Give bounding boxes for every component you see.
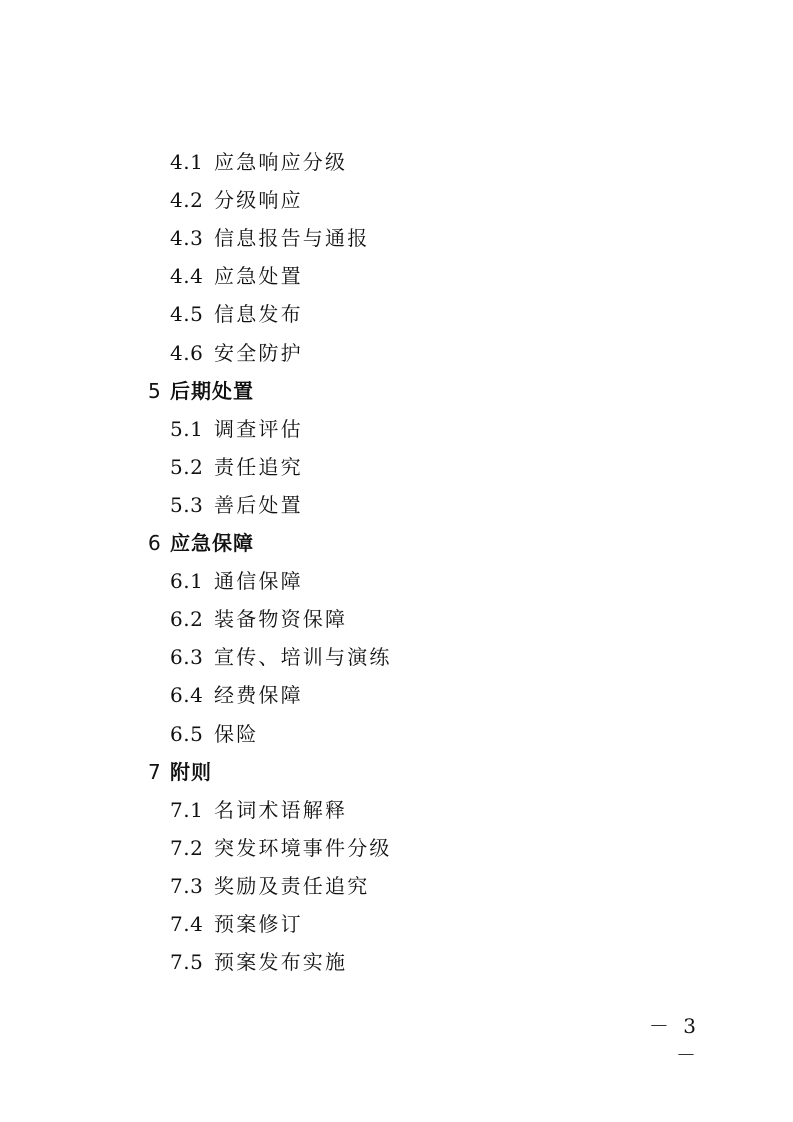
- toc-section-heading: [148, 753, 212, 791]
- toc-number: 5: [148, 378, 162, 403]
- toc-title: 信息报告与通报: [214, 226, 370, 251]
- toc-title: 后期处置: [170, 378, 254, 403]
- toc-number: 7.2: [170, 835, 204, 860]
- toc-number: 6.1: [170, 569, 204, 594]
- toc-subsection-item: [170, 257, 303, 295]
- toc-number: 4.1: [170, 150, 204, 174]
- toc-title: 突发环境事件分级: [214, 835, 392, 860]
- toc-title: 通信保障: [214, 569, 303, 594]
- toc-number: 5.1: [170, 416, 204, 441]
- toc-title: 应急响应分级: [214, 150, 348, 174]
- toc-title: 装备物资保障: [214, 607, 348, 632]
- toc-title: 应急处置: [214, 264, 303, 289]
- toc-subsection-item: [170, 448, 303, 486]
- toc-title: 奖励及责任追究: [214, 873, 370, 898]
- toc-title: 保险: [214, 721, 259, 746]
- toc-section-heading: [148, 372, 254, 410]
- toc-subsection-item: [170, 943, 347, 981]
- page-number: － 3 －: [648, 1014, 700, 1067]
- toc-subsection-item: [170, 600, 347, 638]
- toc-subsection-item: [170, 143, 347, 181]
- toc-title: 安全防护: [214, 340, 303, 365]
- toc-number: 4.2: [170, 188, 204, 213]
- toc-subsection-item: [170, 905, 303, 943]
- toc-subsection-item: [170, 638, 392, 676]
- toc-number: 4.5: [170, 302, 204, 327]
- toc-title: 调查评估: [214, 416, 303, 441]
- toc-title: 宣传、培训与演练: [214, 645, 392, 670]
- toc-subsection-item: [170, 867, 369, 905]
- toc-subsection-item: [170, 715, 258, 753]
- toc-subsection-item: [170, 181, 303, 219]
- toc-number: 6.5: [170, 721, 204, 746]
- toc-number: 6.3: [170, 645, 204, 670]
- toc-number: 6.2: [170, 607, 204, 632]
- toc-title: 责任追究: [214, 454, 303, 479]
- toc-subsection-item: [170, 676, 303, 714]
- toc-number: 5.3: [170, 492, 204, 517]
- toc-section-heading: [148, 524, 254, 562]
- toc-title: 附则: [170, 759, 212, 784]
- toc-title: 经费保障: [214, 683, 303, 708]
- toc-number: 4.6: [170, 340, 204, 365]
- toc-number: 6.4: [170, 683, 204, 708]
- toc-number: 6: [148, 531, 162, 555]
- toc-subsection-item: [170, 562, 303, 600]
- toc-title: 信息发布: [214, 302, 303, 327]
- toc-title: 预案发布实施: [214, 950, 348, 975]
- toc-subsection-item: [170, 410, 303, 448]
- toc-number: 7.5: [170, 950, 204, 975]
- toc-number: 5.2: [170, 454, 204, 479]
- toc-title: 预案修订: [214, 912, 303, 936]
- toc-subsection-item: [170, 295, 303, 333]
- toc-title: 分级响应: [214, 188, 303, 213]
- toc-title: 善后处置: [214, 492, 303, 517]
- toc-title: 应急保障: [170, 531, 254, 555]
- toc-subsection-item: [170, 829, 392, 867]
- toc-subsection-item: [170, 486, 303, 524]
- toc-number: 7: [148, 759, 162, 784]
- toc-subsection-item: [170, 334, 303, 372]
- toc-subsection-item: [170, 219, 369, 257]
- toc-subsection-item: [170, 791, 347, 829]
- toc-number: 4.3: [170, 226, 204, 251]
- toc-number: 7.3: [170, 873, 204, 898]
- toc-title: 名词术语解释: [214, 797, 348, 822]
- toc-number: 7.1: [170, 797, 204, 822]
- toc-number: 4.4: [170, 264, 204, 289]
- toc-number: 7.4: [170, 912, 204, 936]
